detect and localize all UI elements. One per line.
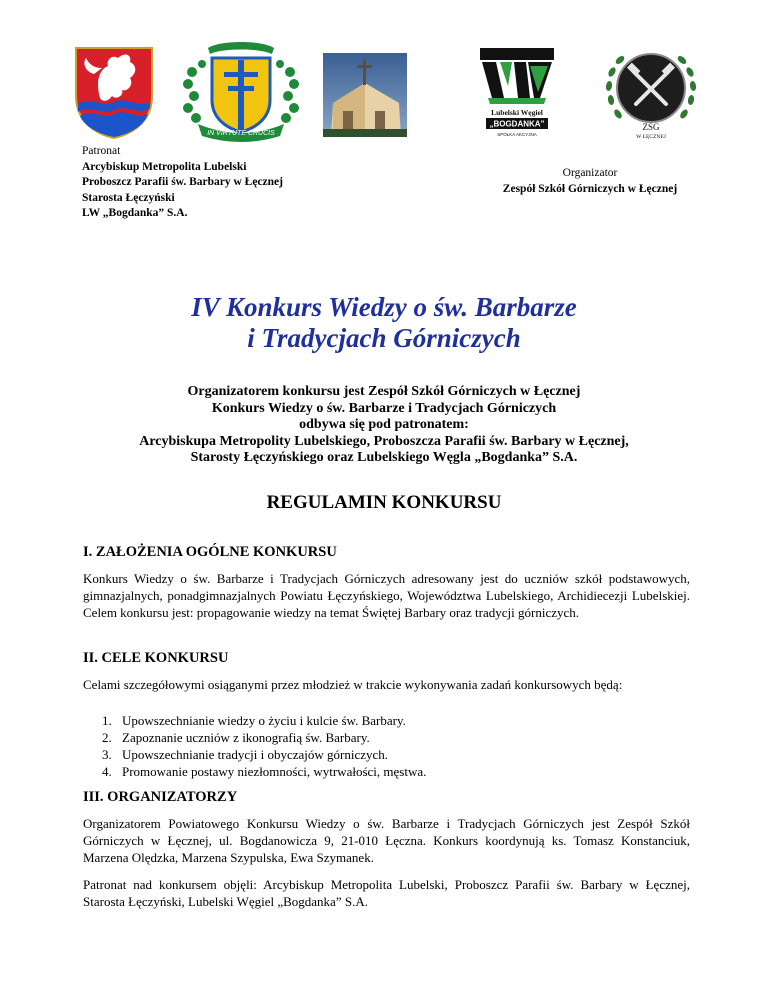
section-1-text: Konkurs Wiedzy o św. Barbarze i Tradycjach Górniczych adresowany jest do uczniów szkół podstawowych, gimnazjalnych, ponadgimnazjalnych Powiatu Łęczyńskiego, Województwa Lubelskiego, Archidiecezji Lubelskiej. Celem konkursu jest: propagowanie wiedzy na temat Świętej Barbary oraz tradycji górniczych. [83,571,690,620]
regulamin-heading: REGULAMIN KONKURSU [266,492,502,513]
goals-list [102,712,426,780]
title-line-2: i Tradycjach Górniczych [247,323,521,353]
list-item-text: Upowszechnianie tradycji i obyczajów górniczych. [122,747,389,762]
patronat-block [82,144,283,222]
organizator-block [470,166,710,197]
intro-line-5: Starosty Łęczyńskiego oraz Lubelskiego Węgla „Bogdanka” S.A. [190,450,578,465]
section-3-paragraph-1: Organizatorem Powiatowego Konkursu Wiedzy o św. Barbarze i Tradycjach Górniczych jest Zespół Szkół Górniczych w Łęcznej, ul. Bogdanowicza 9, 21-010 Łęczna. Konkurs koordynują ks. Tomasz Konstanciuk, Marzena Olędzka, Marzena Szypulska, Ewa Szymanek. [83,816,690,865]
intro-line-1: Organizatorem konkursu jest Zespół Szkół Górniczych w Łęcznej [187,384,581,399]
bogdanka-line3: SPÓŁKA AKCYJNA [497,132,537,137]
list-item-text: Promowanie postawy niezłomności, wytrwałości, męstwa. [122,764,427,779]
section-3-paragraph-2: Patronat nad konkursem objęli: Arcybiskup Metropolita Lubelski, Proboszcz Parafii św. Barbary w Łęcznej, Starosta Łęczyński, Lubelski Węgiel „Bogdanka” S.A. [83,877,690,909]
title-line-1: IV Konkurs Wiedzy o św. Barbarze [191,292,577,322]
motto-text: IN VIRTUTE CRUCIS [207,130,275,137]
church-photo [323,53,407,137]
list-item [102,746,426,763]
list-item-number: 3. [102,747,112,762]
list-item [102,712,426,729]
list-item [102,729,426,746]
list-item-text: Zapoznanie uczniów z ikonografią św. Barbary. [122,730,370,745]
bogdanka-line2: „BOGDANKA” [489,119,545,129]
bogdanka-logo [478,46,556,138]
patron-4: LW „Bogdanka” S.A. [82,207,188,219]
organizator-label: Organizator [562,167,618,179]
organizator-name: Zespół Szkół Górniczych w Łęcznej [502,182,678,195]
intro-line-3: odbywa się pod patronatem: [299,417,469,432]
section-2-text: Celami szczegółowymi osiąganymi przez młodzież w trakcie wykonywania zadań konkursowych będą: [83,677,623,692]
bogdanka-line1: Lubelski Węgiel [491,108,543,117]
list-item-number: 4. [102,764,112,779]
patron-1: Arcybiskup Metropolita Lubelski [82,160,247,173]
intro-block [60,384,708,467]
patron-3: Starosta Łęczyński [82,191,175,204]
list-item-number: 1. [102,713,112,728]
zsg-line1: ZSG [642,122,660,132]
archbishop-coat-of-arms-logo [180,38,302,142]
list-item-number: 2. [102,730,112,745]
list-item [102,763,426,780]
patron-2: Proboszcz Parafii św. Barbary w Łęcznej [82,176,283,188]
county-coat-of-arms-logo [72,44,156,140]
intro-line-4: Arcybiskupa Metropolity Lubelskiego, Proboszcza Parafii św. Barbary w Łęcznej, [139,433,629,449]
zsg-school-logo [604,42,698,140]
list-item-text: Upowszechnianie wiedzy o życiu i kulcie św. Barbary. [122,713,406,728]
document-title [0,292,768,354]
patronat-label: Patronat [82,145,121,157]
zsg-line2: W ŁĘCZNEJ [636,134,666,140]
section-2-heading: II. CELE KONKURSU [83,650,229,666]
section-1-heading: I. ZAŁOŻENIA OGÓLNE KONKURSU [83,544,337,560]
intro-line-2: Konkurs Wiedzy o św. Barbarze i Tradycjach Górniczych [211,400,557,416]
section-3-heading: III. ORGANIZATORZY [83,789,238,805]
